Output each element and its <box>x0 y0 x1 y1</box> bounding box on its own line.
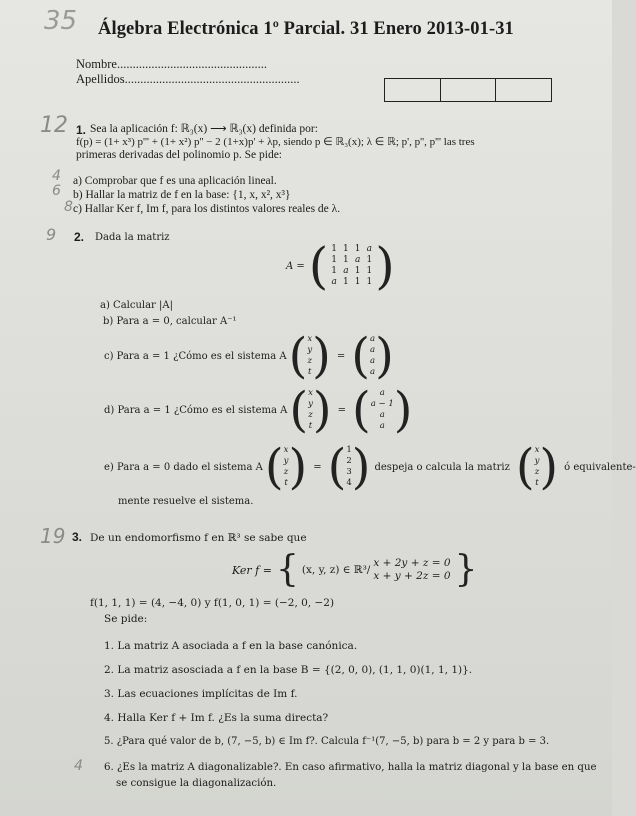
q3-6-handwritten: 4 <box>74 758 83 774</box>
q1-part-b: b) Hallar la matriz de f en la base: {1, x, x², x³} <box>73 189 291 201</box>
q1-line2: f(p) = (1+ x³) p''' + (1+ x²) p'' − 2 (1+x)p' + λp, siendo p ∈ ℝ₃(x); λ ∈ ℝ; p', p'', p''' las tres <box>76 136 475 148</box>
vector-entry: a <box>369 334 376 344</box>
vector-entry: a <box>369 345 376 355</box>
grade-box-2 <box>441 79 497 101</box>
q2-part-e-line2: mente resuelve el sistema. <box>118 496 254 507</box>
nombre-field: Nombre................................................ <box>76 57 267 71</box>
matrix-cell: 1 <box>343 255 349 265</box>
q1-line3: primeras derivadas del polinomio p. Se pide: <box>76 149 282 161</box>
q3-item-5: 5. ¿Para qué valor de b, (7, −5, b) ∈ Im f?. Calcula f⁻¹(7, −5, b) para b = 2 y para b = 3. <box>104 736 550 747</box>
vector-entry: y <box>308 399 313 409</box>
vector-entry: t <box>535 478 539 488</box>
matrix-cell: a <box>366 244 373 254</box>
matrix-cell: a <box>343 266 349 276</box>
exam-title: Álgebra Electrónica 1º Parcial. 31 Enero 2013-01-31 <box>98 19 514 39</box>
vector-entry: x <box>308 388 313 398</box>
ker-equations: x + 2y + z = 0 x + y + 2z = 0 <box>373 557 451 582</box>
vector-entry: 2 <box>346 456 352 466</box>
q2-part-c: c) Para a = 1 ¿Cómo es el sistema A ( x y z t ) = ( a a a a ) <box>104 328 394 384</box>
matrix-cell: 1 <box>343 244 349 254</box>
q2-handwritten: 9 <box>46 225 57 244</box>
vector-entry: y <box>307 345 313 355</box>
vector-entry: t <box>308 367 312 377</box>
vector-entry: y <box>534 456 540 466</box>
vector-entry: 1 <box>346 445 352 455</box>
q2-part-d-text: d) Para a = 1 ¿Cómo es el sistema A <box>104 404 288 416</box>
vector-entry: a <box>379 388 385 398</box>
q1b-handwritten: 6 <box>52 183 61 199</box>
vector-entry: x <box>307 334 313 344</box>
matrix-cell: a <box>331 277 337 287</box>
q1a-handwritten: 4 <box>52 168 61 184</box>
matrix-row <box>328 244 375 255</box>
ker-definition: Ker f = { (x, y, z) ∈ ℝ³/ x + 2y + z = 0 x + y + 2z = 0 } <box>232 549 478 590</box>
q2-intro: Dada la matriz <box>95 232 170 243</box>
q2-part-e: e) Para a = 0 dado el sistema A ( x y z t ) = ( 1 2 3 4 ) despeja o calcula la matriz ( x y z t ) ó equivalente- <box>104 439 636 495</box>
q2-part-e-text: e) Para a = 0 dado el sistema A <box>104 461 263 473</box>
q3-item-1: 1. La matriz A asociada a f en la base canónica. <box>104 640 358 652</box>
vector-entry: y <box>283 456 289 466</box>
q1-number: 1. <box>76 123 87 137</box>
matrix-A-body <box>328 244 375 288</box>
vector-entry: z <box>283 467 289 477</box>
matrix-cell: 1 <box>331 266 338 276</box>
vector-entry: a <box>379 410 385 420</box>
matrix-row <box>328 277 375 288</box>
q2-number: 2. <box>74 230 85 244</box>
matrix-row <box>328 255 375 266</box>
apellidos-field: Apellidos........................................................ <box>76 72 300 86</box>
q3-number: 3. <box>72 530 83 544</box>
matrix-cell: 1 <box>366 266 373 276</box>
q3-item-2: 2. La matriz asosciada a f en la base B = {(2, 0, 0), (1, 1, 0)(1, 1, 1)}. <box>104 664 473 676</box>
q3-item-6-cont: se consigue la diagonalización. <box>116 778 277 789</box>
q1-line1: Sea la aplicación f: ℝ₃(x) ⟶ ℝ₃(x) definida por: <box>90 123 318 135</box>
q1-handwritten-score: 12 <box>40 113 68 138</box>
matrix-A-label: A = <box>286 260 305 272</box>
vector-entry: a <box>369 367 376 377</box>
matrix-cell: 1 <box>354 244 361 254</box>
vector-entry: a − 1 <box>370 399 394 409</box>
q3-item-6: 6. ¿Es la matriz A diagonalizable?. En caso afirmativo, halla la matriz diagonal y la base en que <box>104 762 597 773</box>
q3-item-3: 3. Las ecuaciones implícitas de Im f. <box>104 688 298 700</box>
matrix-cell: a <box>354 255 361 265</box>
q1c-handwritten: 8 <box>64 199 73 215</box>
matrix-cell: 1 <box>343 277 349 287</box>
matrix-row <box>328 266 375 277</box>
handwritten-score: 35 <box>44 6 78 36</box>
vector-entry: a <box>369 356 376 366</box>
grade-box-3 <box>496 79 551 101</box>
grade-box-1 <box>385 79 441 101</box>
vector-entry: x <box>283 445 289 455</box>
q2-part-d: d) Para a = 1 ¿Cómo es el sistema A ( x y z t ) = ( a a − 1 a a ) <box>104 382 413 438</box>
rhs-vector-d <box>371 388 394 432</box>
grade-boxes <box>384 78 552 102</box>
q2-part-c-text: c) Para a = 1 ¿Cómo es el sistema A <box>104 350 287 362</box>
matrix-cell: 1 <box>354 277 361 287</box>
vector-entry: z <box>307 356 312 366</box>
right-paren: ) <box>375 237 395 295</box>
vector-entry: x <box>534 445 540 455</box>
vector-entry: 4 <box>346 478 352 488</box>
matrix-cell: 1 <box>354 266 361 276</box>
vector-entry: 3 <box>346 467 352 477</box>
q3-item-4: 4. Halla Ker f + Im f. ¿Es la suma directa? <box>104 712 329 724</box>
q3-images: f(1, 1, 1) = (4, −4, 0) y f(1, 0, 1) = (−2, 0, −2) <box>90 597 335 609</box>
vector-entry: t <box>308 421 313 431</box>
ker-set: (x, y, z) ∈ ℝ³/ <box>301 564 371 576</box>
matrix-cell: 1 <box>331 244 338 254</box>
vector-entry: z <box>308 410 313 420</box>
matrix-cell: 1 <box>366 277 373 287</box>
vector-entry: a <box>379 421 385 431</box>
q1-part-c: c) Hallar Ker f, Im f, para los distintos valores reales de λ. <box>73 203 341 215</box>
matrix-cell: 1 <box>331 255 338 265</box>
vector-entry: z <box>534 467 540 477</box>
left-paren: ( <box>308 237 329 295</box>
matrix-A <box>286 237 395 295</box>
q2-part-a: a) Calcular |A| <box>100 300 173 311</box>
ker-label: Ker f = <box>232 563 272 577</box>
q1-part-a: a) Comprobar que f es una aplicación lineal. <box>73 175 277 187</box>
vector-entry: t <box>284 478 288 488</box>
matrix-cell: 1 <box>366 255 373 265</box>
q3-intro: De un endomorfismo f en ℝ³ se sabe que <box>90 532 307 544</box>
q3-sepide: Se pide: <box>104 613 148 625</box>
q2-part-b: b) Para a = 0, calcular A⁻¹ <box>103 316 237 327</box>
q3-handwritten: 19 <box>40 524 66 548</box>
